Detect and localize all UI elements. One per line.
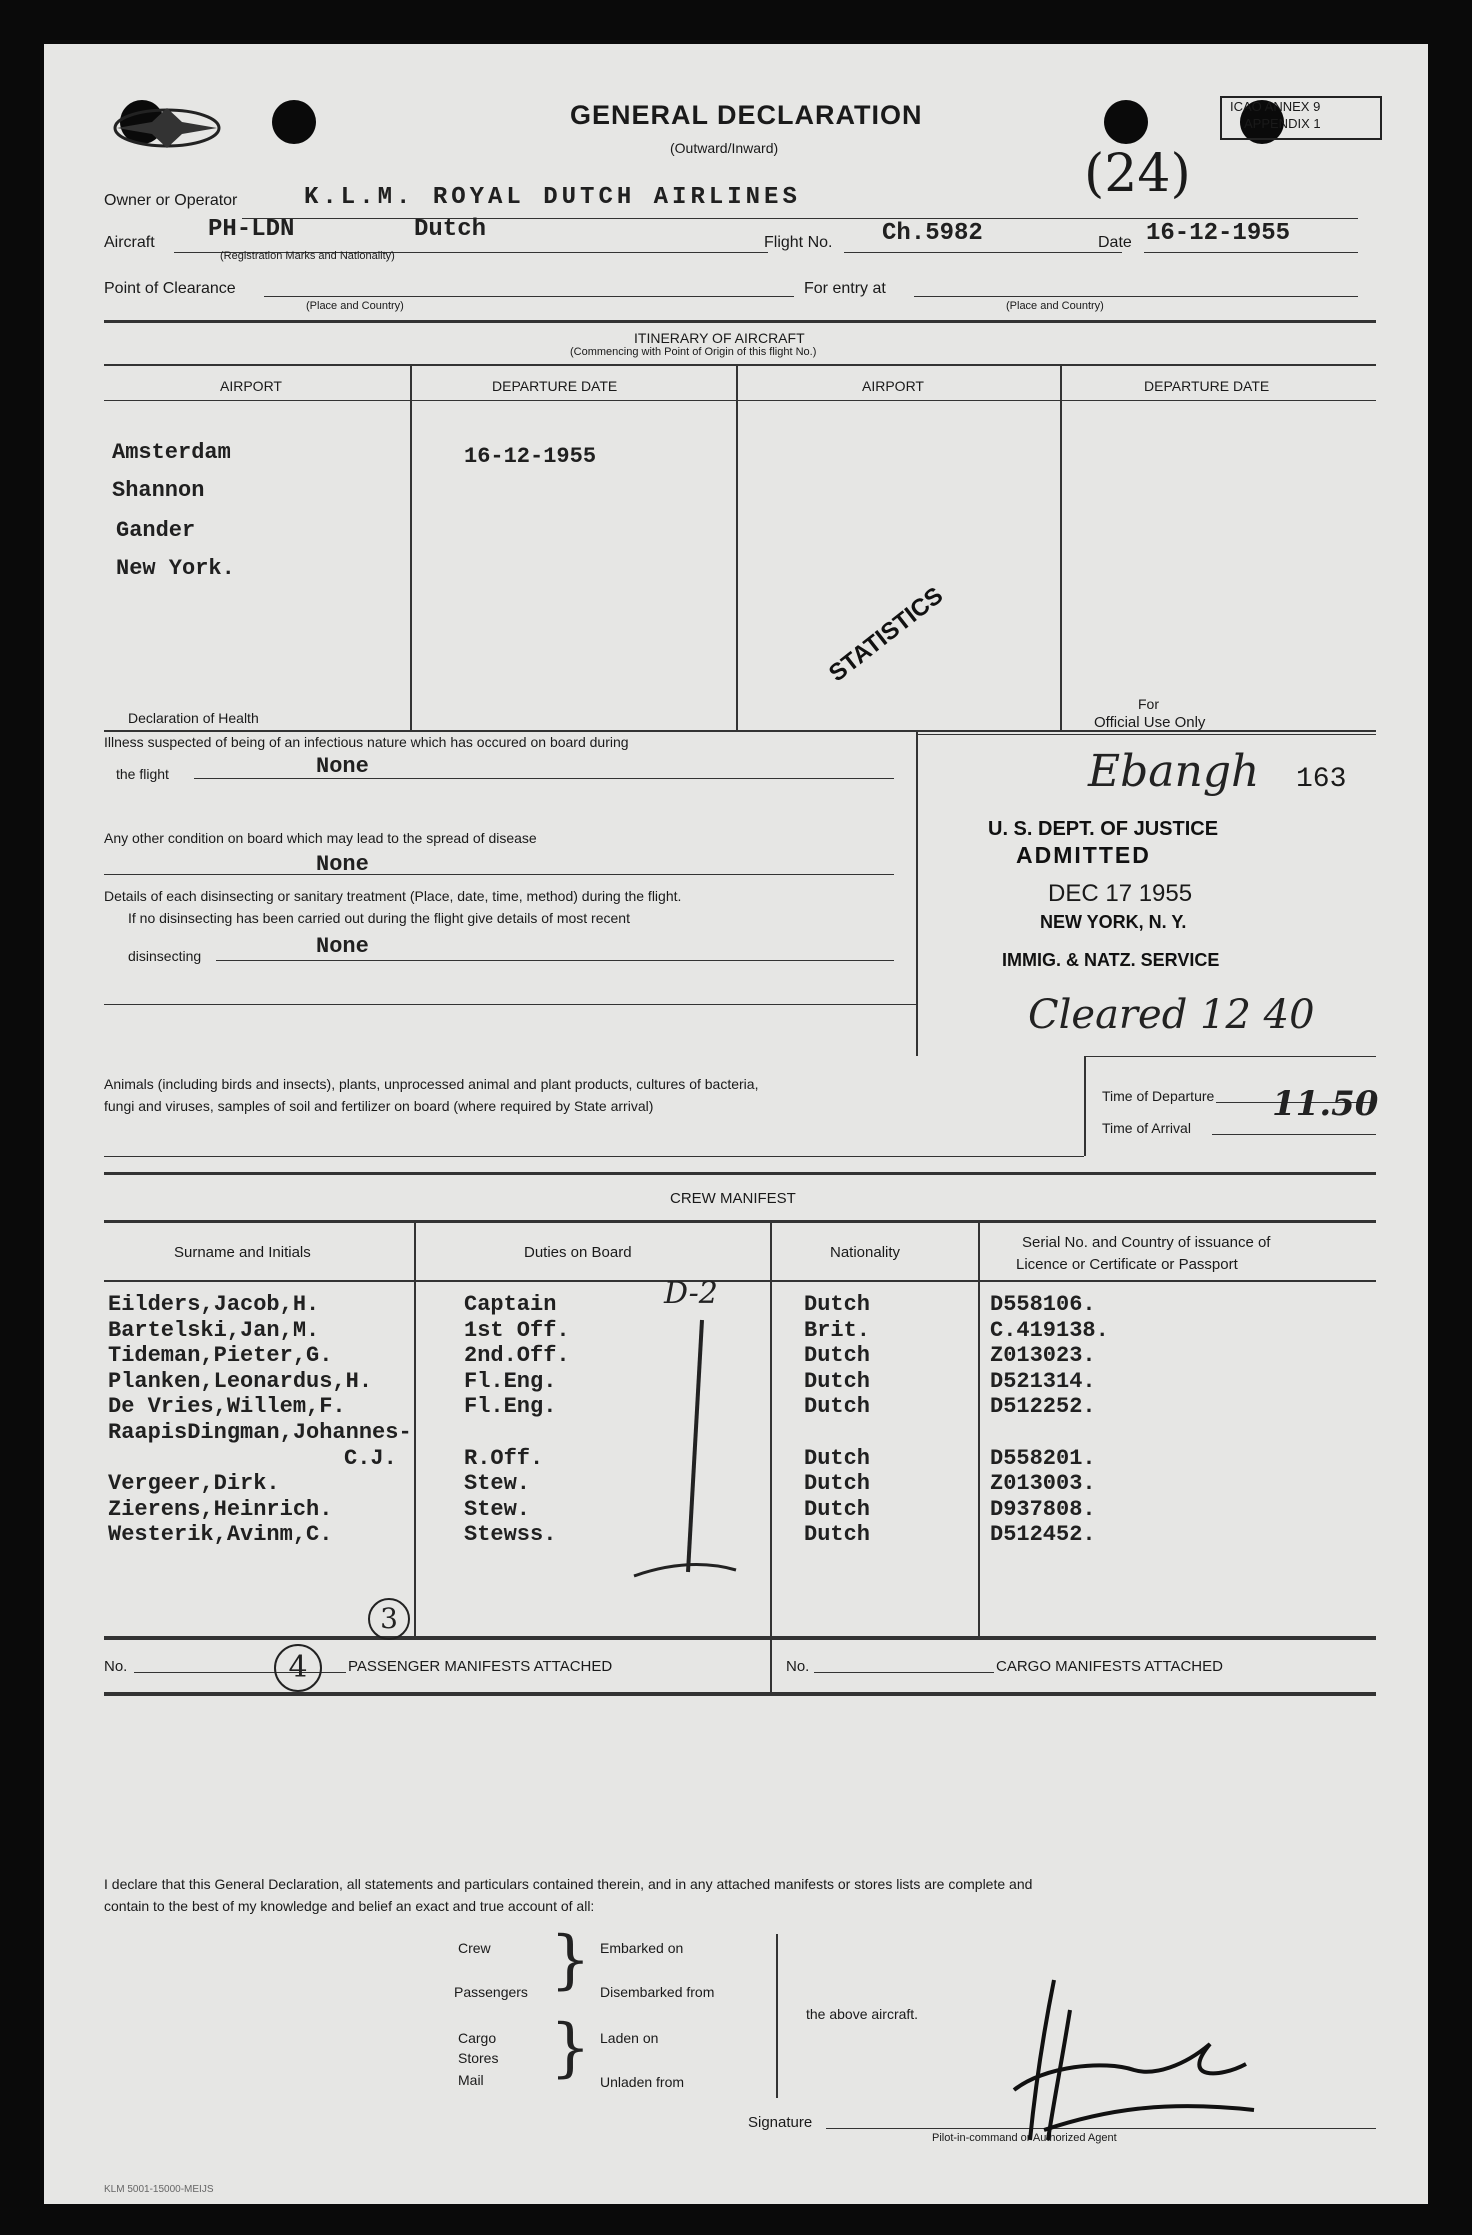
crew-duty: Fl.Eng. bbox=[464, 1394, 557, 1420]
nationality-value: Dutch bbox=[414, 216, 487, 243]
crew-header-name: Surname and Initials bbox=[174, 1244, 311, 1261]
health-q1-answer: None bbox=[316, 754, 369, 779]
admitted-stamp-city: NEW YORK, N. Y. bbox=[1040, 912, 1187, 932]
annex-label: ICAO ANNEX 9 bbox=[1230, 99, 1321, 114]
crew-serial: Z013023. bbox=[990, 1343, 1096, 1369]
health-q2: Any other condition on board which may lead to the spread of disease bbox=[104, 830, 537, 846]
pilot-signature bbox=[984, 1970, 1284, 2150]
crew-name: De Vries,Willem,F. bbox=[108, 1394, 346, 1420]
flight-label: Flight No. bbox=[764, 234, 833, 251]
owner-value: K.L.M. ROYAL DUTCH AIRLINES bbox=[304, 184, 801, 211]
crew-duty: Fl.Eng. bbox=[464, 1368, 557, 1394]
flight-value: Ch.5982 bbox=[882, 220, 983, 247]
punch-hole bbox=[272, 100, 316, 144]
animals-line1: Animals (including birds and insects), plants, unprocessed animal and plant products, cultures of bacteria, bbox=[104, 1076, 759, 1092]
crew-serial: Z013003. bbox=[990, 1471, 1096, 1497]
crew-duty: Stewss. bbox=[464, 1522, 557, 1548]
crew-serial: D558106. bbox=[990, 1292, 1096, 1317]
signature-label: Signature bbox=[748, 2114, 813, 2131]
crew-header-licence: Licence or Certificate or Passport bbox=[1016, 1256, 1238, 1273]
brace: } bbox=[550, 1923, 591, 1997]
declaration-aircraft: the above aircraft. bbox=[806, 2006, 919, 2022]
crew-nationality: Dutch bbox=[804, 1292, 871, 1317]
official-handwriting: Ebangh bbox=[1088, 746, 1260, 797]
declaration-item: Mail bbox=[458, 2072, 484, 2088]
animals-line2: fungi and viruses, samples of soil and fertilizer on board (where required by State arrival) bbox=[104, 1098, 654, 1114]
registration-caption: (Registration Marks and Nationality) bbox=[220, 250, 395, 262]
brace: } bbox=[550, 2011, 591, 2085]
crew-nationality: Dutch bbox=[804, 1368, 871, 1394]
itinerary-header-airport-2: AIRPORT bbox=[862, 378, 924, 394]
arrival-time-value: 11.50 bbox=[1272, 1084, 1379, 1124]
crew-title: CREW MANIFEST bbox=[670, 1190, 796, 1207]
itinerary-airport: New York. bbox=[116, 556, 235, 581]
official-for: For bbox=[1138, 696, 1159, 712]
admitted-stamp-date: DEC 17 1955 bbox=[1048, 880, 1193, 907]
itinerary-airport: Gander bbox=[116, 518, 196, 543]
cargo-manifest-label: CARGO MANIFESTS ATTACHED bbox=[996, 1658, 1223, 1675]
print-code: KLM 5001-15000-MEIJS bbox=[104, 2184, 214, 2195]
klm-logo bbox=[112, 102, 222, 154]
declaration-action: Unladen from bbox=[600, 2074, 685, 2090]
crew-serial: D558201. bbox=[990, 1445, 1096, 1471]
crew-nationality: Brit. bbox=[804, 1317, 871, 1343]
crew-header-serial: Serial No. and Country of issuance of bbox=[1022, 1234, 1271, 1251]
health-q3-line2: If no disinsecting has been carried out during the flight give details of most recent bbox=[128, 910, 630, 926]
itinerary-departure-date: 16-12-1955 bbox=[464, 444, 597, 469]
entry-label: For entry at bbox=[804, 280, 886, 297]
crew-duty: Stew. bbox=[464, 1471, 531, 1497]
official-number: 163 bbox=[1296, 764, 1347, 795]
aircraft-value: PH-LDN bbox=[208, 216, 295, 243]
health-q1-line1: Illness suspected of being of an infectious nature which has occured on board during bbox=[104, 734, 629, 750]
declaration-item: Passengers bbox=[454, 1984, 528, 2000]
crew-name: Planken,Leonardus,H. bbox=[108, 1368, 373, 1394]
itinerary-header-departure-2: DEPARTURE DATE bbox=[1144, 378, 1270, 394]
crew-name: Eilders,Jacob,H. bbox=[108, 1292, 320, 1317]
declaration-action: Laden on bbox=[600, 2030, 659, 2046]
declaration-line1: I declare that this General Declaration, all statements and particulars contained therein, and in any attached manifests or stores lists are complete and bbox=[104, 1876, 1033, 1892]
itinerary-header-departure: DEPARTURE DATE bbox=[492, 378, 618, 394]
health-title: Declaration of Health bbox=[128, 710, 259, 726]
appendix-label: APPENDIX 1 bbox=[1244, 116, 1321, 131]
crew-name: Tideman,Pieter,G. bbox=[108, 1343, 333, 1369]
crew-header-nationality: Nationality bbox=[830, 1244, 901, 1261]
declaration-form bbox=[44, 44, 1428, 2204]
admitted-stamp-line2: ADMITTED bbox=[1016, 842, 1151, 868]
handwritten-number: (24) bbox=[1084, 144, 1191, 204]
itinerary-header-airport: AIRPORT bbox=[220, 378, 282, 394]
crew-name: C.J. bbox=[344, 1445, 397, 1471]
crew-name: Zierens,Heinrich. bbox=[108, 1496, 333, 1522]
health-q3-line3: disinsecting bbox=[128, 948, 202, 964]
clearance-caption: (Place and Country) bbox=[306, 300, 404, 312]
admitted-stamp-line1: U. S. DEPT. OF JUSTICE bbox=[988, 818, 1219, 840]
crew-duty: R.Off. bbox=[464, 1445, 544, 1471]
crew-nationality: Dutch bbox=[804, 1471, 871, 1497]
form-title: GENERAL DECLARATION bbox=[570, 100, 923, 130]
aircraft-label: Aircraft bbox=[104, 234, 155, 251]
crew-duty: 2nd.Off. bbox=[464, 1343, 570, 1369]
declaration-item: Crew bbox=[458, 1940, 491, 1956]
passenger-count-circled-2: 3 bbox=[368, 1598, 410, 1640]
handwritten-bracket-mark bbox=[624, 1314, 744, 1594]
punch-hole bbox=[1104, 100, 1148, 144]
pilot-caption: Pilot-in-command or Authorized Agent bbox=[932, 2132, 1117, 2144]
crew-nationality: Dutch bbox=[804, 1445, 871, 1471]
itinerary-airport: Amsterdam bbox=[112, 440, 231, 465]
health-q1-line2: the flight bbox=[116, 766, 169, 782]
passenger-no-label: No. bbox=[104, 1658, 128, 1675]
declaration-item: Cargo bbox=[458, 2030, 497, 2046]
crew-name: Bartelski,Jan,M. bbox=[108, 1317, 320, 1343]
crew-serial: D512252. bbox=[990, 1394, 1096, 1420]
crew-nationality: Dutch bbox=[804, 1496, 871, 1522]
official-title: Official Use Only bbox=[1094, 714, 1206, 731]
date-value: 16-12-1955 bbox=[1146, 220, 1291, 247]
crew-duty: 1st Off. bbox=[464, 1317, 570, 1343]
health-q3-line1: Details of each disinsecting or sanitary treatment (Place, date, time, method) during the flight. bbox=[104, 888, 682, 904]
official-cleared-note: Cleared 12 40 bbox=[1028, 992, 1315, 1038]
passenger-manifest-label: PASSENGER MANIFESTS ATTACHED bbox=[348, 1658, 613, 1675]
crew-name: Vergeer,Dirk. bbox=[108, 1471, 280, 1497]
date-label: Date bbox=[1098, 234, 1132, 251]
clearance-label: Point of Clearance bbox=[104, 280, 236, 297]
declaration-line2: contain to the best of my knowledge and belief an exact and true account of all: bbox=[104, 1898, 595, 1914]
itinerary-subtitle: (Commencing with Point of Origin of this flight No.) bbox=[570, 346, 817, 358]
crew-handwritten-mark: D-2 bbox=[664, 1276, 718, 1311]
crew-duty: Stew. bbox=[464, 1496, 531, 1522]
crew-nationality: Dutch bbox=[804, 1394, 871, 1420]
admitted-stamp-service: IMMIG. & NATZ. SERVICE bbox=[1002, 950, 1220, 970]
crew-serial: D521314. bbox=[990, 1368, 1096, 1394]
itinerary-title: ITINERARY OF AIRCRAFT bbox=[634, 330, 805, 346]
passenger-count-circled: 4 bbox=[274, 1644, 322, 1692]
crew-serial: C.419138. bbox=[990, 1317, 1109, 1343]
crew-serial: D937808. bbox=[990, 1496, 1096, 1522]
declaration-item: Stores bbox=[458, 2050, 499, 2066]
crew-nationality: Dutch bbox=[804, 1522, 871, 1548]
crew-nationality: Dutch bbox=[804, 1343, 871, 1369]
health-q2-answer: None bbox=[316, 852, 369, 877]
crew-name: RaapisDingman,Johannes- bbox=[108, 1420, 412, 1445]
arrival-time-label: Time of Arrival bbox=[1102, 1120, 1191, 1136]
crew-name: Westerik,Avinm,C. bbox=[108, 1522, 333, 1548]
owner-label: Owner or Operator bbox=[104, 192, 238, 209]
declaration-action: Embarked on bbox=[600, 1940, 684, 1956]
form-subtitle: (Outward/Inward) bbox=[670, 140, 779, 156]
statistics-stamp: STATISTICS bbox=[824, 581, 949, 688]
crew-duty: Captain bbox=[464, 1292, 557, 1317]
departure-time-label: Time of Departure bbox=[1102, 1088, 1215, 1104]
health-q3-answer: None bbox=[316, 934, 369, 959]
itinerary-airport: Shannon bbox=[112, 478, 205, 503]
entry-caption: (Place and Country) bbox=[1006, 300, 1104, 312]
crew-header-duty: Duties on Board bbox=[524, 1244, 632, 1261]
declaration-action: Disembarked from bbox=[600, 1984, 715, 2000]
cargo-no-label: No. bbox=[786, 1658, 810, 1675]
crew-serial: D512452. bbox=[990, 1522, 1096, 1548]
